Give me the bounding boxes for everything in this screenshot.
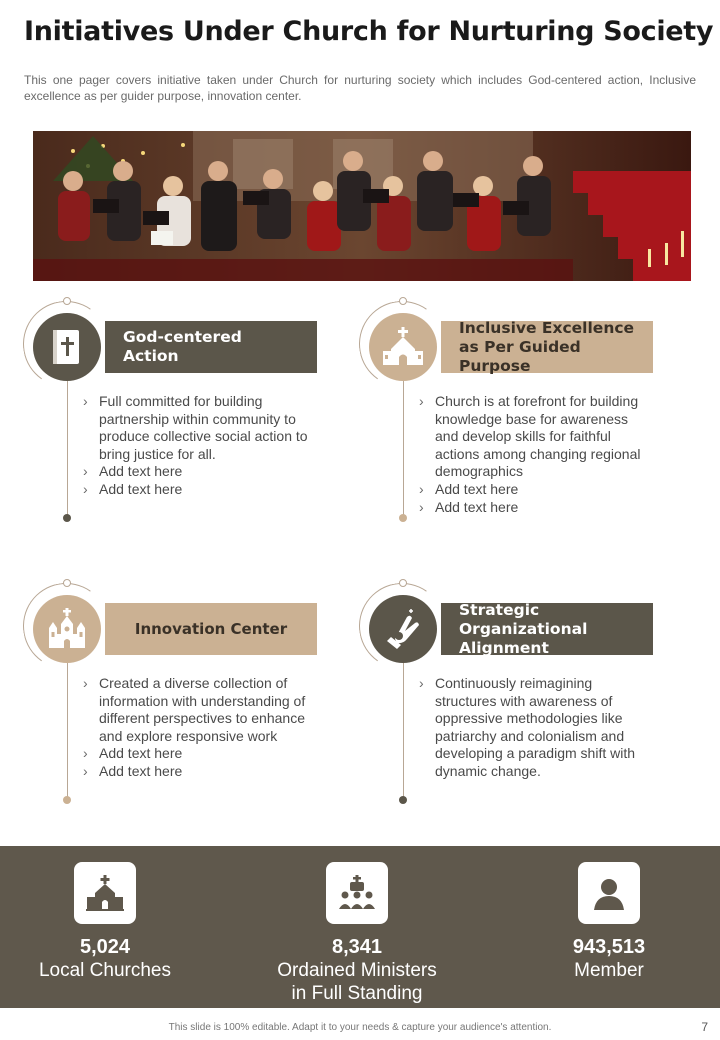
card-dot-top [399, 297, 407, 305]
ministers-icon [337, 875, 377, 911]
page-title: Initiatives Under Church for Nurturing Society [24, 16, 714, 47]
list-item: › Church is at forefront for building knowledge base for awareness and develop skills for faithful actions among changing regional demographics [419, 393, 649, 481]
stat-value: 8,341 [331, 936, 383, 958]
card-title-bar [105, 603, 317, 655]
stat-icon-box [578, 862, 640, 924]
card-dot-bottom [63, 796, 71, 804]
stat-ordained-ministers [257, 862, 457, 1005]
card-title: Innovation Center [134, 619, 288, 638]
stat-icon-box [326, 862, 388, 924]
card-bullet-list [419, 393, 649, 516]
stats-band [0, 846, 720, 1008]
card-title: God-centered Action [123, 328, 242, 365]
card-icon-circle [369, 595, 437, 663]
card-icon-circle [369, 313, 437, 381]
card-bullet-list [83, 393, 313, 499]
stat-label-line2: in Full Standing [291, 983, 423, 1004]
card-dot-top [63, 579, 71, 587]
list-item: › Add text here [83, 481, 313, 499]
card-timeline-line [403, 663, 404, 797]
stat-local-churches [5, 862, 205, 982]
cathedral-icon [45, 608, 89, 650]
card-dot-top [399, 579, 407, 587]
praying-hands-icon [383, 609, 423, 649]
stat-label: Ordained Ministers [277, 960, 437, 981]
list-item: › Add text here [419, 481, 649, 499]
stat-value: 5,024 [79, 936, 131, 958]
card-icon-circle [33, 313, 101, 381]
list-item: › Add text here [83, 745, 313, 763]
stat-member [509, 862, 709, 982]
card-title-bar [105, 321, 317, 373]
stat-label: Member [574, 960, 644, 981]
bible-icon [49, 328, 85, 366]
church-icon [381, 327, 425, 367]
footer-note: This slide is 100% editable. Adapt it to your needs & capture your audience's attention. [168, 1022, 552, 1033]
card-title-bar [441, 600, 653, 657]
list-item: › Add text here [83, 763, 313, 781]
church-icon [85, 875, 125, 911]
card-dot-top [63, 297, 71, 305]
list-item: › Continuously reimagining structures with awareness of oppressive methodologies like patriarchy and colonialism and developing a paradigm shift with dynamic change. [419, 675, 649, 781]
card-bullet-list [83, 675, 313, 781]
page-number: 7 [701, 1020, 708, 1034]
list-item: › Add text here [83, 463, 313, 481]
stat-icon-box [74, 862, 136, 924]
page-subtitle: This one pager covers initiative taken under Church for nurturing society which includes God-centered action, Inclusive excellence as per guider purpose, innovation center. [24, 73, 696, 103]
card-dot-bottom [399, 514, 407, 522]
card-timeline-line [67, 381, 68, 515]
card-inclusive-excellence [361, 301, 681, 541]
list-item: › Add text here [419, 499, 649, 517]
user-icon [592, 876, 626, 910]
card-dot-bottom [399, 796, 407, 804]
card-dot-bottom [63, 514, 71, 522]
card-god-centered-action [25, 301, 345, 541]
card-icon-circle [33, 595, 101, 663]
card-title: Inclusive Excellence as Per Guided Purpose [459, 318, 635, 375]
stat-value: 943,513 [572, 936, 646, 958]
list-item: › Full committed for building partnership within community to produce collective social action to bring justice for all. [83, 393, 313, 463]
card-bullet-list [419, 675, 649, 781]
card-innovation-center [25, 583, 345, 823]
card-title: Strategic Organizational Alignment [459, 600, 588, 657]
list-item: › Created a diverse collection of information with understanding of different perspectives to enhance and explore responsive work [83, 675, 313, 745]
card-timeline-line [67, 663, 68, 797]
choir-photo [33, 131, 691, 281]
card-timeline-line [403, 381, 404, 515]
stat-label: Local Churches [38, 960, 172, 981]
card-strategic-alignment [361, 583, 681, 823]
card-title-bar [441, 318, 653, 375]
